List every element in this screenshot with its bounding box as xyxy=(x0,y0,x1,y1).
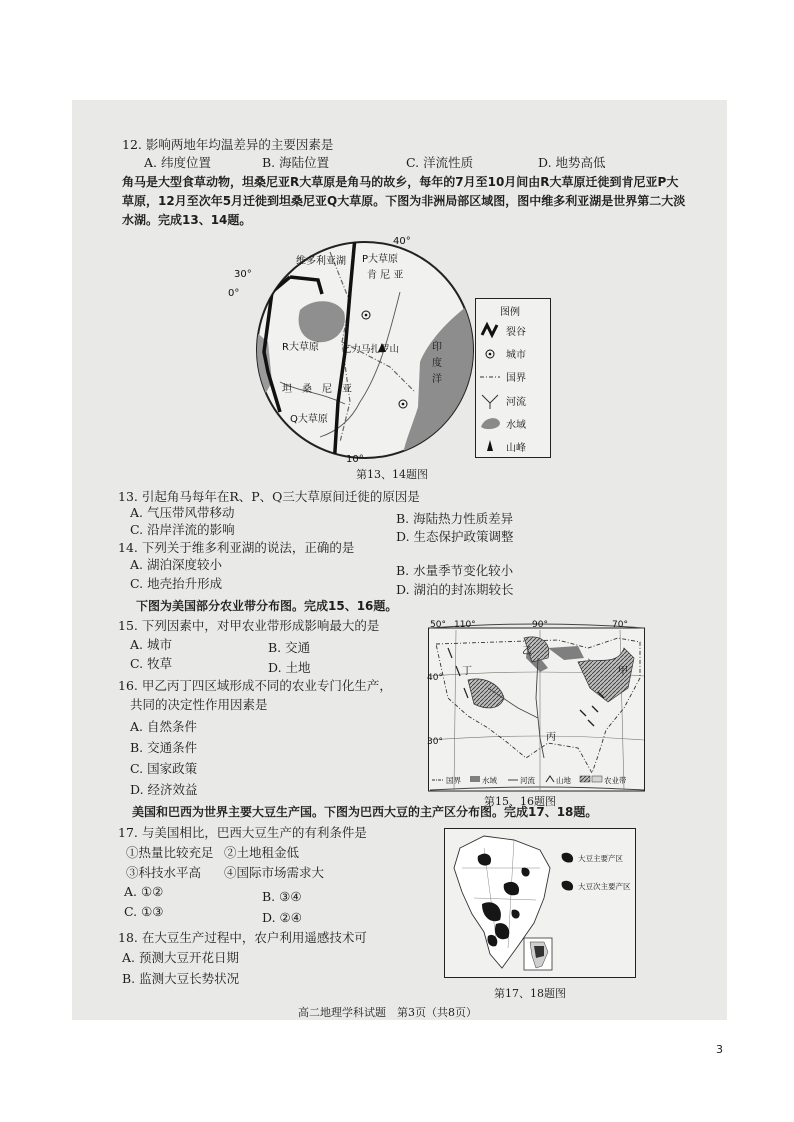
label-ding: 丁 xyxy=(462,666,472,677)
q14-option-c: C. 地壳抬升形成 xyxy=(130,576,223,591)
label-tanzania: 坦 桑 尼 亚 xyxy=(282,384,352,395)
label-lat-30: 30° xyxy=(427,737,443,747)
q16-option-c: C. 国家政策 xyxy=(130,761,198,776)
city-coast-dot xyxy=(402,403,405,406)
q18-option-a: A. 预测大豆开花日期 xyxy=(122,950,239,965)
q14-option-a: A. 湖泊深度较小 xyxy=(130,557,222,572)
river-legend-icon xyxy=(482,395,498,409)
label-lon-40: 40° xyxy=(393,236,411,247)
legend3-main: 大豆主要产区 xyxy=(578,854,623,863)
label-lon-70: 70° xyxy=(612,620,628,630)
q12-option-a: A. 纬度位置 xyxy=(144,155,211,170)
label-lon-50: 50° xyxy=(430,620,446,630)
label-lake-victoria: 维多利亚湖 xyxy=(296,256,346,267)
legend2-mountain: 山地 xyxy=(556,776,571,785)
q15-option-c: C. 牧草 xyxy=(130,656,173,671)
label-lat-10: 10° xyxy=(346,454,364,465)
q18-option-b: B. 监测大豆长势状况 xyxy=(122,971,240,986)
label-lat-0: 0° xyxy=(228,288,240,299)
legend-peak: 山峰 xyxy=(506,443,526,454)
q12-option-d: D. 地势高低 xyxy=(538,155,606,170)
q14-option-d: D. 湖泊的封冻期较长 xyxy=(396,582,514,597)
page-number: 3 xyxy=(716,1043,723,1056)
q13-stem: 13. 引起角马每年在R、P、Q三大草原间迁徙的原因是 xyxy=(118,489,420,504)
label-p-grassland: P大草原 xyxy=(362,254,399,265)
q16-stem: 16. 甲乙丙丁四区域形成不同的农业专门化生产， xyxy=(118,678,392,693)
label-lon-90: 90° xyxy=(532,620,548,630)
map1-legend xyxy=(475,298,551,458)
q17-item-4: ④国际市场需求大 xyxy=(224,865,325,880)
water-legend-icon xyxy=(481,418,500,429)
exam-page xyxy=(72,100,727,1020)
q12-option-b: B. 海陆位置 xyxy=(262,155,330,170)
q15-option-d: D. 土地 xyxy=(268,660,311,675)
q17-option-c: C. ①③ xyxy=(124,904,164,919)
label-jia: 甲 xyxy=(618,666,628,677)
legend2-water: 水域 xyxy=(482,776,497,785)
label-bing: 丙 xyxy=(546,732,556,743)
legend2-agri-belt: 农业带 xyxy=(604,776,627,785)
city-nairobi-dot xyxy=(365,314,368,317)
label-lon-30: 30° xyxy=(234,269,252,280)
city-legend-dot xyxy=(489,353,492,356)
legend2-river: 河流 xyxy=(520,776,535,785)
label-ocean-3: 洋 xyxy=(432,374,442,385)
q17-stem: 17. 与美国相比，巴西大豆生产的有利条件是 xyxy=(118,825,367,840)
q14-option-b: B. 水量季节变化较小 xyxy=(396,563,514,578)
legend-city: 城市 xyxy=(506,350,526,361)
q14-stem: 14. 下列关于维多利亚湖的说法，正确的是 xyxy=(118,540,355,555)
q15-option-b: B. 交通 xyxy=(268,640,311,655)
label-ocean-1: 印 xyxy=(432,342,442,353)
passage-13-14: 角马是大型食草动物，坦桑尼亚R大草原是角马的故乡，每年的7月至10月间由R大草原迁徙到肯尼亚P大草原，12月至次年5月迁徙到坦桑尼亚Q大草原。下图为非洲局部区域图，图中维多利亚湖是世界第二大淡水湖。完成13、14题。 xyxy=(122,175,686,227)
label-lat-40: 40° xyxy=(427,673,443,683)
usa-agriculture-map xyxy=(428,618,646,796)
q17-option-a: A. ①② xyxy=(124,884,164,899)
q12-option-c: C. 洋流性质 xyxy=(406,155,474,170)
q13-option-d: D. 生态保护政策调整 xyxy=(396,529,514,544)
intro-15-16: 下图为美国部分农业带分布图。完成15、16题。 xyxy=(136,599,398,613)
map3-caption: 第17、18题图 xyxy=(494,987,566,1000)
q16-option-d: D. 经济效益 xyxy=(130,782,198,797)
map1-caption: 第13、14题图 xyxy=(356,468,428,481)
legend2-border: 国界 xyxy=(446,776,461,785)
label-r-grassland: R大草原 xyxy=(282,342,319,353)
map2-caption: 第15、16题图 xyxy=(484,795,556,808)
legend-title: 图例 xyxy=(500,307,520,318)
page-footer: 高二地理学科试题 第3页（共8页） xyxy=(298,1006,477,1019)
label-yi: 乙 xyxy=(522,646,532,657)
label-lon-110: 110° xyxy=(454,620,476,630)
q17-option-b: B. ③④ xyxy=(262,889,302,904)
q17-item-1: ①热量比较充足 xyxy=(126,845,214,860)
legend-water: 水域 xyxy=(506,420,526,431)
q12-stem: 12. 影响两地年均温差异的主要因素是 xyxy=(122,137,334,152)
brazil-soybean-map xyxy=(444,828,636,978)
label-kilimanjaro: 乞力马扎罗山 xyxy=(342,344,400,355)
intro-17-18: 美国和巴西为世界主要大豆生产国。下图为巴西大豆的主产区分布图。完成17、18题。 xyxy=(132,805,598,819)
q17-item-2: ②土地租金低 xyxy=(224,845,300,860)
rift-legend-icon xyxy=(482,325,497,335)
label-kenya: 肯 尼 亚 xyxy=(367,270,404,281)
q17-option-d: D. ②④ xyxy=(262,910,302,925)
legend-border: 国界 xyxy=(506,373,526,384)
legend-rift: 裂谷 xyxy=(506,327,526,338)
q15-stem: 15. 下列因素中，对甲农业带形成影响最大的是 xyxy=(118,618,380,633)
q13-option-c: C. 沿岸洋流的影响 xyxy=(130,522,235,537)
q16-option-a: A. 自然条件 xyxy=(130,719,197,734)
legend-river: 河流 xyxy=(506,397,526,408)
label-q-grassland: Q大草原 xyxy=(290,414,328,425)
q13-option-b: B. 海陆热力性质差异 xyxy=(396,511,514,526)
q17-item-3: ③科技水平高 xyxy=(126,865,202,880)
peak-legend-icon xyxy=(487,440,493,451)
q13-option-a: A. 气压带风带移动 xyxy=(130,505,235,520)
label-ocean-2: 度 xyxy=(432,358,442,369)
q16-stem-cont: 共同的决定性作用因素是 xyxy=(130,697,268,712)
q16-option-b: B. 交通条件 xyxy=(130,740,198,755)
q15-option-a: A. 城市 xyxy=(130,637,172,652)
q18-stem: 18. 在大豆生产过程中，农户利用遥感技术可 xyxy=(118,930,367,945)
legend3-secondary: 大豆次主要产区 xyxy=(578,882,631,891)
